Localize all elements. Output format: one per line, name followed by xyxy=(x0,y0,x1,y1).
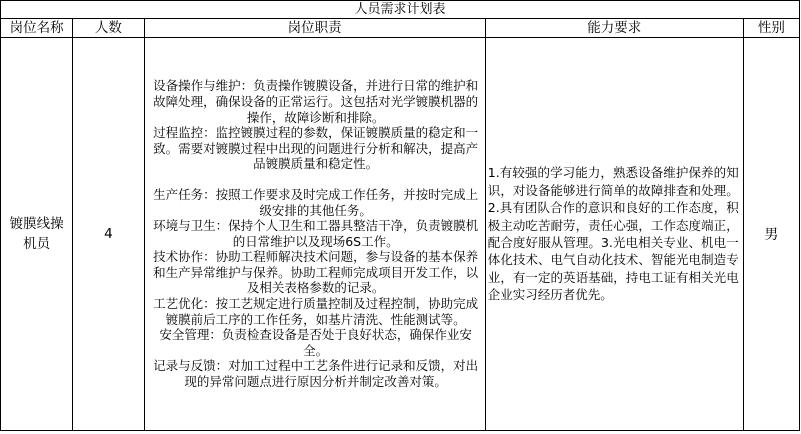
cell-post-name: 镀膜线操机员 xyxy=(1,38,73,431)
header-row xyxy=(1,19,800,38)
header-duties: 岗位职责 xyxy=(144,19,485,38)
table-row xyxy=(1,38,800,431)
cell-headcount: 4 xyxy=(73,38,144,431)
ability-text: 1.有较强的学习能力，熟悉设备维护保养的知识，对设备能够进行简单的故障排查和处理。2.具有团队合作的意识和良好的工作态度，积极主动吃苦耐劳，责任心强，工作态度端正，配合度好服从管理。3.光电相关专业、机电一体化技术、电气自动化技术、智能光电制造专业，有一定的英语基础，持电工证有相关光电企业实习经历者优先。 xyxy=(487,165,739,303)
duties-list xyxy=(145,78,485,389)
header-gender: 性别 xyxy=(743,19,799,38)
duty-item-records: 记录与反馈：对加工过程中工艺条件进行记录和反馈，对出现的异常问题点进行原因分析并制定改善对策。 xyxy=(153,358,479,390)
duty-item-production: 生产任务：按照工作要求及时完成工作任务，并按时完成上级安排的其他任务。 xyxy=(153,186,479,218)
cell-duties xyxy=(144,38,485,431)
header-ability: 能力要求 xyxy=(485,19,743,38)
duty-item-equipment: 设备操作与维护：负责操作镀膜设备，并进行日常的维护和故障处理，确保设备的正常运行。这包括对光学镀膜机器的操作，故障诊断和排除。 xyxy=(153,78,479,125)
table-title: 人员需求计划表 xyxy=(1,1,800,19)
duty-item-technical: 技术协作：协助工程师解决技术问题，参与设备的基本保养和生产异常维护与保养。协助工程师完成项目开发工作，以及相关表格参数的记录。 xyxy=(153,249,479,296)
cell-ability xyxy=(485,38,743,431)
cell-gender: 男 xyxy=(743,38,799,431)
header-count: 人数 xyxy=(73,19,144,38)
title-row xyxy=(1,1,800,19)
duty-item-safety: 安全管理：负责检查设备是否处于良好状态，确保作业安全。 xyxy=(159,327,472,358)
duty-item-process-optimization: 工艺优化：按工艺规定进行质量控制及过程控制，协助完成镀膜前后工序的工作任务，如基片清洗、性能测试等。 xyxy=(153,296,479,327)
header-post: 岗位名称 xyxy=(1,19,73,38)
duty-item-process: 过程监控：监控镀膜过程的参数，保证镀膜质量的稳定和一致。需要对镀膜过程中出现的问题进行分析和解决，提高产品镀膜质量和稳定性。 xyxy=(153,125,479,172)
duty-item-hygiene: 环境与卫生：保持个人卫生和工器具整洁干净，负责镀膜机的日常维护以及现场6S工作。 xyxy=(153,218,479,249)
